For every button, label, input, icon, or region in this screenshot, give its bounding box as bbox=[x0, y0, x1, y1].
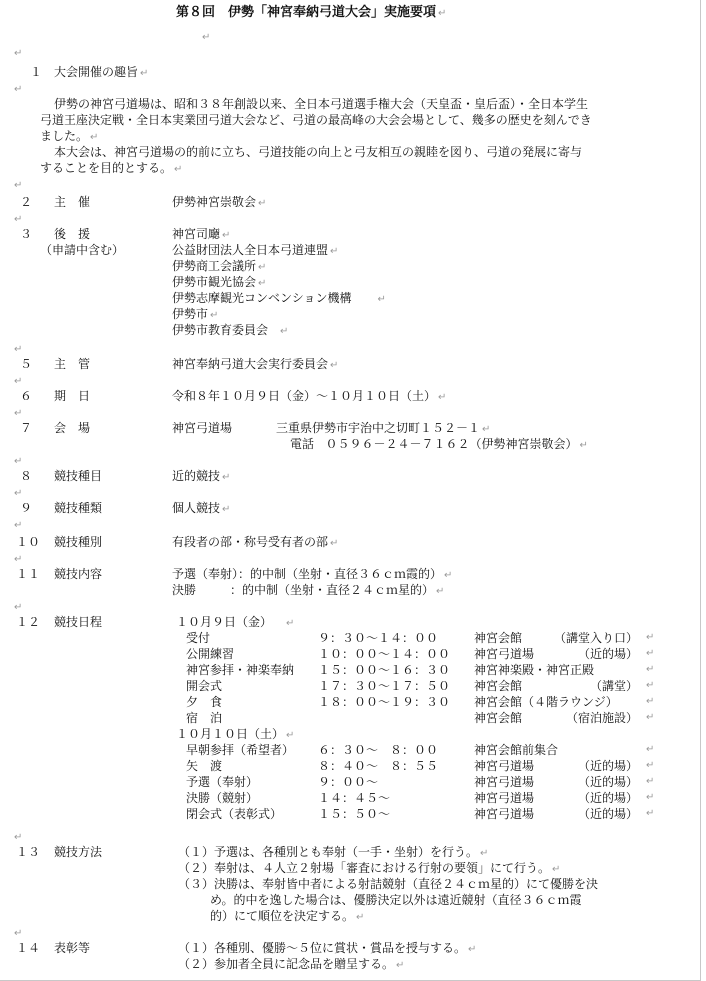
return-mark: ↵ bbox=[202, 32, 211, 43]
return-mark: ↵ bbox=[14, 180, 23, 191]
schedule-time: ９：００～ bbox=[318, 775, 379, 789]
schedule-event: 早朝参拝（希望者） bbox=[186, 743, 295, 757]
return-mark: ↵ bbox=[646, 680, 655, 691]
schedule-time: ９：３０～１４：００ bbox=[318, 631, 439, 645]
schedule-time: ８：４０～ ８：５５ bbox=[318, 759, 439, 773]
return-mark: ↵ bbox=[436, 586, 445, 597]
schedule-place: 神宮神楽殿・神宮正殿 bbox=[474, 663, 595, 677]
schedule-row bbox=[0, 630, 700, 646]
schedule-time: １５：００～１６：３０ bbox=[318, 663, 451, 677]
return-mark: ↵ bbox=[480, 848, 489, 859]
return-mark: ↵ bbox=[14, 602, 23, 613]
schedule-time: １５：５０～ bbox=[318, 807, 391, 821]
section-9: ９ 競技種類 個人競技 ↵ bbox=[20, 501, 231, 515]
return-mark: ↵ bbox=[482, 424, 491, 435]
section-8: ８ 競技種目 近的競技 ↵ bbox=[20, 469, 231, 483]
return-mark: ↵ bbox=[14, 520, 23, 531]
document-title: 第８回 伊勢「神宮奉納弓道大会」実施要項 bbox=[176, 5, 437, 20]
return-mark: ↵ bbox=[280, 326, 289, 337]
section-2: ２ 主 催 伊勢神宮崇敬会 ↵ bbox=[20, 195, 267, 209]
schedule-time: １０：００～１４：００ bbox=[318, 647, 451, 661]
return-mark: ↵ bbox=[14, 554, 23, 565]
schedule-event: 開会式 bbox=[186, 679, 223, 693]
return-mark: ↵ bbox=[14, 832, 23, 843]
return-mark: ↵ bbox=[646, 792, 655, 803]
schedule-row bbox=[0, 790, 700, 806]
return-mark: ↵ bbox=[396, 960, 405, 971]
section-3-sub: （申請中含む） bbox=[40, 243, 125, 257]
return-mark: ↵ bbox=[258, 198, 267, 209]
return-mark: ↵ bbox=[174, 164, 183, 175]
return-mark: ↵ bbox=[646, 744, 655, 755]
schedule-time: １４：４５～ bbox=[318, 791, 391, 805]
schedule-place: 神宮弓道場 bbox=[474, 775, 535, 789]
schedule-note: （宿泊施設） bbox=[565, 711, 638, 725]
schedule-event: 予選（奉射） bbox=[186, 775, 259, 789]
schedule-row bbox=[0, 662, 700, 678]
schedule-place: 神宮弓道場 bbox=[474, 807, 535, 821]
return-mark: ↵ bbox=[646, 776, 655, 787]
section-3: ３ 後 援 神宮司廰 ↵ bbox=[20, 227, 231, 241]
schedule-note: （近的場） bbox=[577, 759, 638, 773]
return-mark: ↵ bbox=[14, 928, 23, 939]
return-mark: ↵ bbox=[377, 294, 386, 305]
return-mark: ↵ bbox=[222, 504, 231, 515]
section-12: １２ 競技日程 １０月９日（金） ↵ bbox=[16, 615, 295, 629]
return-mark: ↵ bbox=[438, 8, 447, 19]
return-mark: ↵ bbox=[14, 408, 23, 419]
schedule-event: 決勝（競射） bbox=[186, 791, 259, 805]
schedule-time: １８：００～１９：３０ bbox=[318, 695, 451, 709]
section-1-heading: １ 大会開催の趣旨 ↵ bbox=[30, 65, 149, 79]
return-mark: ↵ bbox=[14, 48, 23, 59]
return-mark: ↵ bbox=[14, 488, 23, 499]
return-mark: ↵ bbox=[286, 618, 295, 629]
document-title-line bbox=[176, 4, 446, 20]
schedule-row bbox=[0, 646, 700, 662]
return-mark: ↵ bbox=[646, 664, 655, 675]
return-mark: ↵ bbox=[356, 912, 365, 923]
return-mark: ↵ bbox=[140, 68, 149, 79]
return-mark: ↵ bbox=[552, 864, 561, 875]
return-mark: ↵ bbox=[222, 230, 231, 241]
schedule-note: （講堂入り口） bbox=[553, 631, 638, 645]
return-mark: ↵ bbox=[444, 570, 453, 581]
schedule-row bbox=[0, 806, 700, 822]
return-mark: ↵ bbox=[210, 310, 219, 321]
return-mark: ↵ bbox=[646, 696, 655, 707]
return-mark: ↵ bbox=[579, 440, 588, 451]
return-mark: ↵ bbox=[468, 944, 477, 955]
schedule-row bbox=[0, 678, 700, 694]
return-mark: ↵ bbox=[330, 360, 339, 371]
schedule-place: 神宮会館 bbox=[474, 631, 523, 645]
schedule-note: （近的場） bbox=[577, 807, 638, 821]
return-mark: ↵ bbox=[258, 278, 267, 289]
return-mark: ↵ bbox=[14, 84, 23, 95]
return-mark: ↵ bbox=[14, 214, 23, 225]
return-mark: ↵ bbox=[330, 246, 339, 257]
section-10: １０ 競技種別 有段者の部・称号受有者の部 ↵ bbox=[16, 535, 339, 549]
return-mark: ↵ bbox=[646, 648, 655, 659]
return-mark: ↵ bbox=[330, 538, 339, 549]
return-mark: ↵ bbox=[90, 132, 99, 143]
schedule-event: 矢 渡 bbox=[186, 759, 223, 773]
return-mark: ↵ bbox=[14, 376, 23, 387]
schedule-place: 神宮弓道場 bbox=[474, 647, 535, 661]
return-mark: ↵ bbox=[646, 808, 655, 819]
schedule-place: 神宮会館 bbox=[474, 711, 523, 725]
section-1-paragraph: 伊勢の神宮弓道場は、昭和３８年創設以来、全日本弓道選手権大会（天皇盃・皇后盃）・全日本学生 bbox=[54, 97, 589, 111]
schedule-note: （近的場） bbox=[577, 647, 638, 661]
section-7: ７ 会 場 神宮弓道場 三重県伊勢市宇治中之切町１５２－１ ↵ bbox=[20, 421, 491, 435]
schedule-event: 受付 bbox=[186, 631, 211, 645]
return-mark: ↵ bbox=[438, 392, 447, 403]
section-14: １４ 表彰等 （１）各種別、優勝～５位に賞状・賞品を授与する。 ↵ bbox=[16, 941, 477, 955]
schedule-row bbox=[0, 742, 700, 758]
return-mark: ↵ bbox=[286, 730, 295, 741]
schedule-event: 閉会式（表彰式） bbox=[186, 807, 283, 821]
schedule-time: １７：３０～１７：５０ bbox=[318, 679, 451, 693]
schedule-place: 神宮会館前集合 bbox=[474, 743, 559, 757]
schedule-place: 神宮会館（４階ラウンジ） bbox=[474, 695, 618, 709]
return-mark: ↵ bbox=[646, 632, 655, 643]
return-mark: ↵ bbox=[14, 456, 23, 467]
schedule-place: 神宮弓道場 bbox=[474, 759, 535, 773]
schedule-place: 神宮会館 bbox=[474, 679, 523, 693]
schedule-row bbox=[0, 758, 700, 774]
return-mark: ↵ bbox=[646, 760, 655, 771]
schedule-event: 神宮参拝・神楽奉納 bbox=[186, 663, 295, 677]
schedule-row bbox=[0, 694, 700, 710]
schedule-event: 宿 泊 bbox=[186, 711, 223, 725]
schedule-day2-heading: １０月１０日（土） ↵ bbox=[176, 727, 295, 741]
schedule-note: （講堂） bbox=[589, 679, 638, 693]
section-13: １３ 競技方法 （１）予選は、各種別とも奉射（一手・坐射）を行う。 ↵ bbox=[16, 845, 489, 859]
return-mark: ↵ bbox=[222, 472, 231, 483]
section-6: ６ 期 日 令和８年１０月９日（金）～１０月１０日（土） ↵ bbox=[20, 389, 447, 403]
section-11: １１ 競技内容 予選（奉射）：的中制（坐射・直径３６ｃｍ霞的） ↵ bbox=[16, 567, 453, 581]
schedule-row bbox=[0, 710, 700, 726]
schedule-event: 夕 食 bbox=[186, 695, 223, 709]
schedule-place: 神宮弓道場 bbox=[474, 791, 535, 805]
section-5: ５ 主 管 神宮奉納弓道大会実行委員会 ↵ bbox=[20, 357, 339, 371]
document-page: 第８回 伊勢「神宮奉納弓道大会」実施要項 ↵ ↵ ↵ １ 大会開催の趣旨 ↵ ↵ 伊勢の神宮弓道場は、昭和３８年創設以来、全日本弓道選手権大会（天皇盃・皇后盃）・全日本学生 弓道王座決定戦・全日本実業団弓道大会など、弓道の最高峰の大会会場として、幾多の歴史を刻んでき ました。 ↵ 本大会は、神宮弓道場の的前に立ち、弓道技能の向上と弓友相互の親睦を図り、弓道の発展に寄与 することを目的とする。 ↵ ↵ ２ 主 催 伊勢神宮崇敬会 ↵ ↵ ３ 後 援 神宮司廰 ↵ （申請中含む） 公益財団法人全日本弓道連盟 ↵ 伊勢商工会議所 ↵ 伊勢市観光協会 ↵ 伊勢志摩観光コンベンション機構 ↵ 伊勢市 ↵ 伊勢市教育委員会 ↵ ↵ ５ 主 管 神宮奉納弓道大会実行委員会 ↵ ↵ ６ 期 日 令和８年１０月９日（金）～１０月１０日（土） ↵ ↵ ７ 会 場 神宮弓道場 三重県伊勢市宇治中之切町１５２－１ ↵ 電話 ０５９６－２４－７１６２（伊勢神宮崇敬会） ↵ ↵ ８ 競技種目 近的競技 ↵ ↵ ９ 競技種類 個人競技 ↵ ↵ １０ 競技種別 有段者の部・称号受有者の部 ↵ ↵ １１ 競技内容 予選（奉射）：的中制（坐射・直径３６ｃｍ霞的） ↵ 決勝 ：的中制（坐射・直径２４ｃｍ星的） ↵ ↵ １２ 競技日程 １０月９日（金） ↵ 受付 ９：３０～１４：００ 神宮会館 （講堂入り口） ↵ 公開練習 １０：００～１４：００ 神宮弓道場 （近的場） ↵ 神宮参拝・神楽奉納 １５：００～１６：３０ 神宮神楽殿・神宮正殿 ↵ 開会式 １７：３０～１７：５０ 神宮会館 （講堂） ↵ 夕 食 １８：００～１９：３０ 神宮会館（４階ラウンジ） ↵ 宿 泊 神宮会館 （宿泊施設） ↵ １０月１０日（土） ↵ 早朝参拝（希望者） ６：３０～ ８：００ 神宮会館前集合 ↵ 矢 渡 ８：４０～ ８：５５ 神宮弓道場 （近的場） ↵ 予選（奉射） ９：００～ 神宮弓道場 （近的場） ↵ 決勝（競射） １４：４５～ 神宮弓道場 （近的場） ↵ 閉会式（表彰式） １５：５０～ 神宮弓道場 （近的場） ↵ ↵ １３ 競技方法 （１）予選は、各種別とも奉射（一手・坐射）を行う。 ↵ （２）奉射は、４人立２射場「審査における行射の要領」にて行う。 ↵ （３）決勝は、奉射皆中者による射詰競射（直径２４ｃｍ星的）にて優勝を決 め。的中を逸した場合は、優勝決定以外は遠近競射（直径３６ｃｍ霞 的）にて順位を決定する。 ↵ ↵ １４ 表彰等 （１）各種別、優勝～５位に賞状・賞品を授与する。 ↵ （２）参加者全員に記念品を贈呈する。 ↵ bbox=[0, 0, 701, 981]
schedule-event: 公開練習 bbox=[186, 647, 235, 661]
return-mark: ↵ bbox=[14, 344, 23, 355]
return-mark: ↵ bbox=[646, 712, 655, 723]
schedule-row bbox=[0, 774, 700, 790]
schedule-note: （近的場） bbox=[577, 775, 638, 789]
return-mark: ↵ bbox=[258, 262, 267, 273]
schedule-time: ６：３０～ ８：００ bbox=[318, 743, 439, 757]
schedule-note: （近的場） bbox=[577, 791, 638, 805]
